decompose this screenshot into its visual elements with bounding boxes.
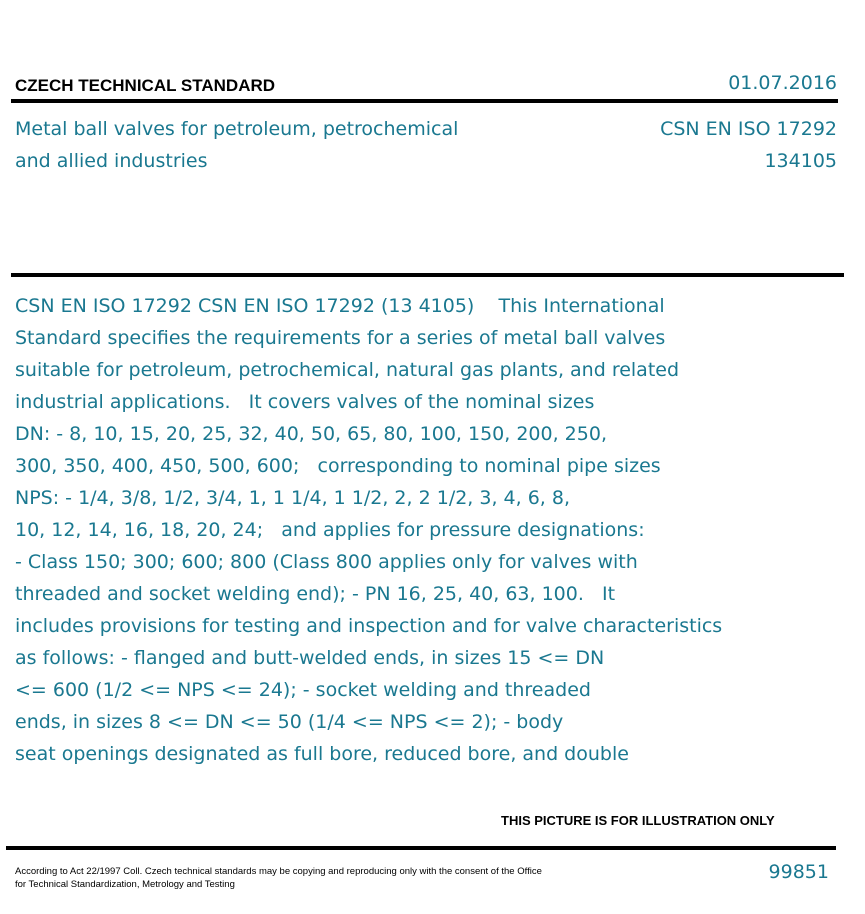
illustration-note: THIS PICTURE IS FOR ILLUSTRATION ONLY: [501, 813, 775, 828]
abstract-line: - Class 150; 300; 600; 800 (Class 800 applies only for valves with: [15, 551, 638, 573]
legal-notice-line-1: According to Act 22/1997 Coll. Czech technical standards may be copying and reproducing only with the consent of the Office: [15, 866, 542, 877]
abstract-line: <= 600 (1/2 <= NPS <= 24); - socket welding and threaded: [15, 679, 591, 701]
standard-type-heading: CZECH TECHNICAL STANDARD: [15, 76, 276, 95]
abstract-line: DN: - 8, 10, 15, 20, 25, 32, 40, 50, 65, 80, 100, 150, 200, 250,: [15, 423, 607, 445]
abstract-line: NPS: - 1/4, 3/8, 1/2, 3/4, 1, 1 1/4, 1 1/2, 2, 2 1/2, 3, 4, 6, 8,: [15, 487, 571, 509]
document-title-line-1: Metal ball valves for petroleum, petrochemical: [15, 118, 459, 140]
title-divider: [11, 273, 844, 277]
abstract-line: threaded and socket welding end); - PN 16, 25, 40, 63, 100. It: [15, 583, 616, 605]
abstract-body: [15, 290, 775, 770]
document-number: 99851: [768, 861, 829, 883]
legal-notice: [15, 865, 615, 891]
standard-code: CSN EN ISO 17292: [660, 118, 837, 140]
abstract-line: 300, 350, 400, 450, 500, 600; corresponding to nominal pipe sizes: [15, 455, 661, 477]
abstract-line: as follows: - flanged and butt-welded ends, in sizes 15 <= DN: [15, 647, 605, 669]
abstract-line: 10, 12, 14, 16, 18, 20, 24; and applies for pressure designations:: [15, 519, 645, 541]
abstract-line: ends, in sizes 8 <= DN <= 50 (1/4 <= NPS <= 2); - body: [15, 711, 564, 733]
document-title-line-2: and allied industries: [15, 150, 208, 172]
abstract-line: suitable for petroleum, petrochemical, natural gas plants, and related: [15, 359, 680, 381]
abstract-line: CSN EN ISO 17292 CSN EN ISO 17292 (13 4105) This International: [15, 295, 665, 317]
classification-number: 134105: [764, 150, 837, 172]
abstract-line: includes provisions for testing and inspection and for valve characteristics: [15, 615, 723, 637]
header-divider: [11, 99, 838, 103]
effective-date: 01.07.2016: [728, 72, 837, 94]
footer-divider: [6, 846, 836, 850]
abstract-line: Standard specifies the requirements for a series of metal ball valves: [15, 327, 666, 349]
abstract-line: seat openings designated as full bore, reduced bore, and double: [15, 743, 629, 765]
legal-notice-line-2: for Technical Standardization, Metrology and Testing: [15, 879, 235, 890]
abstract-line: industrial applications. It covers valves of the nominal sizes: [15, 391, 595, 413]
